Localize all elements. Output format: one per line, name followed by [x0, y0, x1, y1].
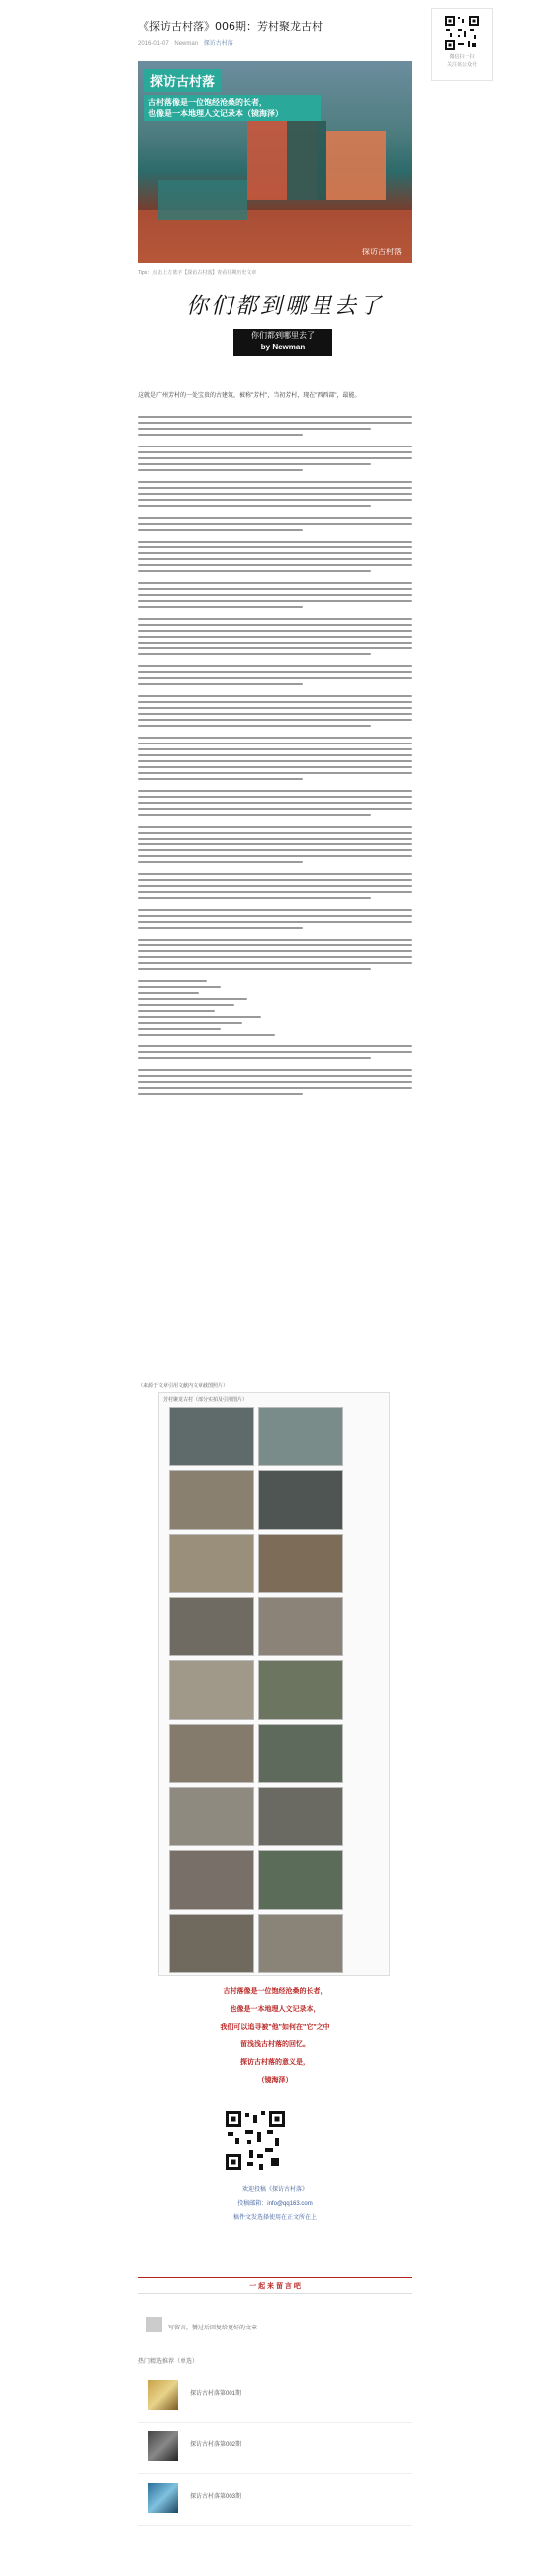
- hero-image: [138, 61, 412, 263]
- related-article-title: 探访古村落第001期: [190, 2391, 242, 2397]
- related-article[interactable]: [138, 2475, 412, 2526]
- related-article-title: 探访古村落第003期: [190, 2494, 242, 2500]
- qr-caption-1: 微信扫一扫: [449, 54, 475, 60]
- calligraphy-label-2: by Newman: [260, 343, 306, 351]
- body-text-block: [138, 416, 412, 1099]
- photo-tile: [258, 1724, 343, 1783]
- photo-tile: [169, 1914, 254, 1973]
- red-caption-2: 也像是一本地理人文记录本，: [230, 2006, 321, 2013]
- related-thumbnail: [148, 2380, 178, 2410]
- article-date: 2016-01-07: [138, 41, 169, 47]
- photo-tile: [258, 1787, 343, 1846]
- avatar-icon: [146, 2317, 162, 2332]
- photo-tile: [169, 1660, 254, 1720]
- hero-subtitle-2: 也像是一本地理人文记录本（镜海泽）: [148, 109, 283, 118]
- calligraphy-label-1: 你们都到哪里去了: [251, 331, 315, 340]
- hero-subtitle-1: 古村落像是一位饱经沧桑的长者，: [148, 98, 267, 107]
- photo-tile: [258, 1470, 343, 1530]
- photo-tile: [258, 1407, 343, 1466]
- photo-tile: [169, 1534, 254, 1593]
- photo-collage: [158, 1392, 390, 1976]
- divider: [138, 2277, 412, 2278]
- photo-tile: [169, 1597, 254, 1656]
- follow-line-2[interactable]: 投稿邮箱：info@qq163.com: [237, 2201, 313, 2207]
- image-source-note: （来源于文章引用文献内文章截图照片）: [138, 1383, 229, 1389]
- collage-header: 芳村聚龙古村（部分实拍及引用图片）: [163, 1397, 248, 1403]
- related-thumbnail: [148, 2483, 178, 2513]
- channel-link[interactable]: 探访古村落: [203, 41, 233, 47]
- divider: [138, 2293, 412, 2294]
- related-section-title: 热门精选推荐（单选）: [138, 2359, 199, 2365]
- calligraphy-banner: [138, 277, 412, 386]
- related-thumbnail: [148, 2431, 178, 2461]
- photo-tile: [169, 1850, 254, 1910]
- photo-tile: [258, 1660, 343, 1720]
- qr-code-icon: [224, 2109, 287, 2172]
- related-article-title: 探访古村落第002期: [190, 2442, 242, 2448]
- follow-line-3: 稿件文发选择使用在正文所在上: [232, 2215, 317, 2221]
- red-caption-3: 我们可以追寻被"他"如何在"它"之中: [220, 2024, 330, 2031]
- photo-tile: [169, 1787, 254, 1846]
- photo-tile: [169, 1724, 254, 1783]
- photo-tile: [258, 1534, 343, 1593]
- follow-line-1[interactable]: 欢迎投稿《探访古村落》: [241, 2187, 308, 2193]
- comment-prompt[interactable]: 写留言，赞过后回复给更好的文章: [168, 2326, 258, 2331]
- article-author: Newman: [174, 41, 199, 47]
- hero-subtitle: [144, 95, 321, 121]
- calligraphy-label: [233, 329, 332, 356]
- calligraphy-script: 你们都到哪里去了: [186, 294, 385, 319]
- article-meta: [138, 38, 233, 47]
- qr-caption-2: 关注该公众号: [446, 62, 477, 68]
- red-caption-6: （镜海泽）: [257, 2077, 293, 2084]
- hero-caption: Tips：点击上方蓝字【探访古村落】查看往期历史文章: [138, 270, 257, 276]
- photo-tile: [169, 1470, 254, 1530]
- sidebar-qr-panel: [431, 8, 493, 81]
- photo-tile: [169, 1407, 254, 1466]
- photo-tile: [258, 1850, 343, 1910]
- comment-section-title: 一 起 来 留 言 吧: [249, 2283, 301, 2290]
- hero-tag: 探访古村落: [144, 69, 221, 92]
- hero-watermark: 探访古村落: [362, 248, 402, 256]
- red-caption-4: 留浅浅古村落的回忆。: [240, 2041, 310, 2048]
- red-caption-1: 古村落像是一位饱经沧桑的长者，: [223, 1988, 327, 1995]
- photo-tile: [258, 1597, 343, 1656]
- intro-paragraph: 这就是广州芳村的一处宝贵的古建筑，被称"芳村"，当初芳村，现在"西西部"，最能。: [138, 393, 361, 399]
- related-article[interactable]: [138, 2372, 412, 2423]
- qr-code-icon: [444, 15, 480, 50]
- related-article[interactable]: [138, 2424, 412, 2474]
- red-caption-5: 探访古村落的意义是，: [240, 2059, 310, 2066]
- article-title: 《探访古村落》006期：芳村聚龙古村: [138, 20, 323, 33]
- photo-tile: [258, 1914, 343, 1973]
